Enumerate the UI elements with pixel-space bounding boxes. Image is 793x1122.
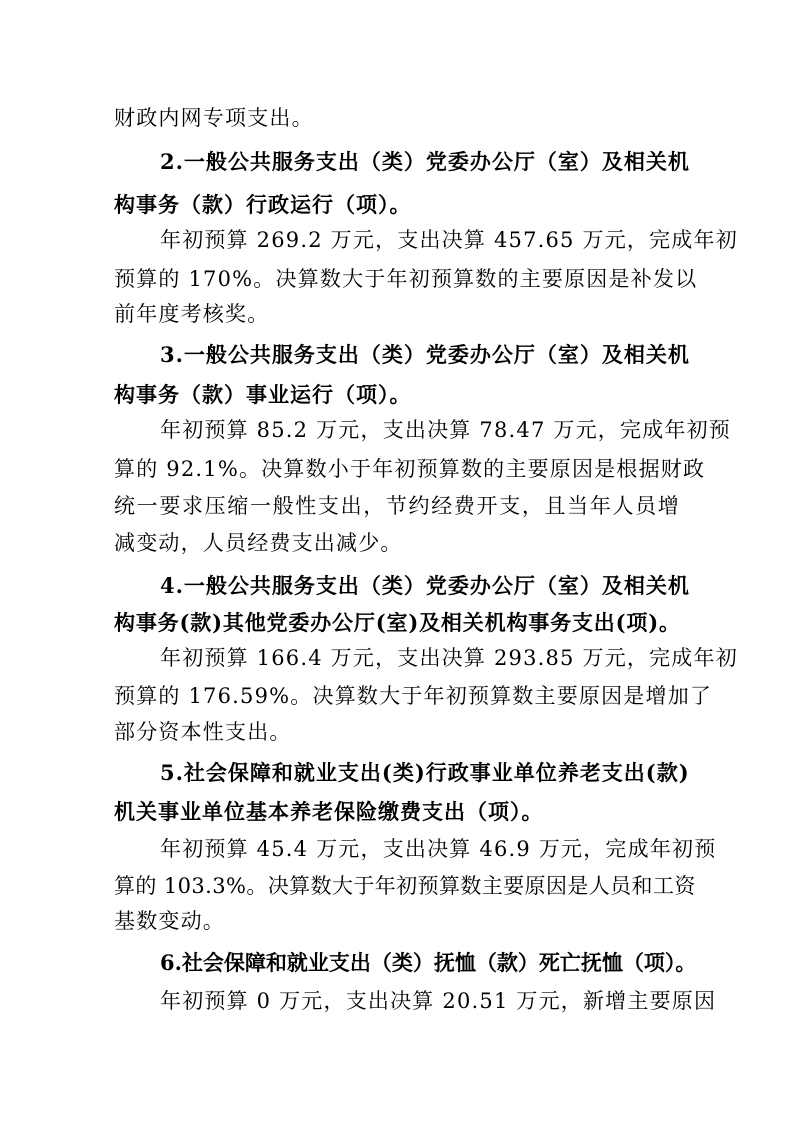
body-text-line: 统一要求压缩一般性支出，节约经费开支，且当年人员增 [114,494,680,518]
body-text-line: 算的 92.1%。决算数小于年初预算数的主要原因是根据财政 [114,457,706,481]
section-heading-4-cont: 构事务(款)其他党委办公厅(室)及相关机构事务支出(项)。 [114,610,680,635]
body-text-line: 算的 103.3%。决算数大于年初预算数主要原因是人员和工资 [114,874,696,898]
body-text-line: 基数变动。 [114,909,225,933]
section-heading-4: 4.一般公共服务支出（类）党委办公厅（室）及相关机 [160,573,690,598]
section-heading-5-cont: 机关事业单位基本养老保险缴费支出（项）。 [114,799,544,824]
body-text-line: 前年度考核奖。 [114,302,270,326]
body-text-line: 部分资本性支出。 [114,720,292,744]
section-heading-3: 3.一般公共服务支出（类）党委办公厅（室）及相关机 [160,342,690,367]
body-text-line: 年初预算 85.2 万元，支出决算 78.47 万元，完成年初预 [160,418,731,442]
body-text-line: 财政内网专项支出。 [114,106,314,130]
section-heading-2-cont: 构事务（款）行政运行（项）。 [114,192,412,217]
section-heading-6: 6.社会保障和就业支出（类）抚恤（款）死亡抚恤（项）。 [160,950,697,975]
section-heading-5: 5.社会保障和就业支出(类)行政事业单位养老支出(款) [160,760,690,785]
body-text-line: 减变动，人员经费支出减少。 [114,531,403,555]
body-text-line: 年初预算 166.4 万元，支出决算 293.85 万元，完成年初 [160,646,738,670]
section-heading-3-cont: 构事务（款）事业运行（项）。 [114,382,412,407]
section-heading-2: 2.一般公共服务支出（类）党委办公厅（室）及相关机 [160,149,690,174]
body-text-line: 年初预算 0 万元，支出决算 20.51 万元，新增主要原因 [160,989,717,1013]
body-text-line: 年初预算 45.4 万元，支出决算 46.9 万元，完成年初预 [160,837,717,861]
body-text-line: 预算的 176.59%。决算数大于年初预算数主要原因是增加了 [114,684,713,708]
body-text-line: 年初预算 269.2 万元，支出决算 457.65 万元，完成年初 [160,228,738,252]
body-text-line: 预算的 170%。决算数大于年初预算数的主要原因是补发以 [114,267,698,291]
